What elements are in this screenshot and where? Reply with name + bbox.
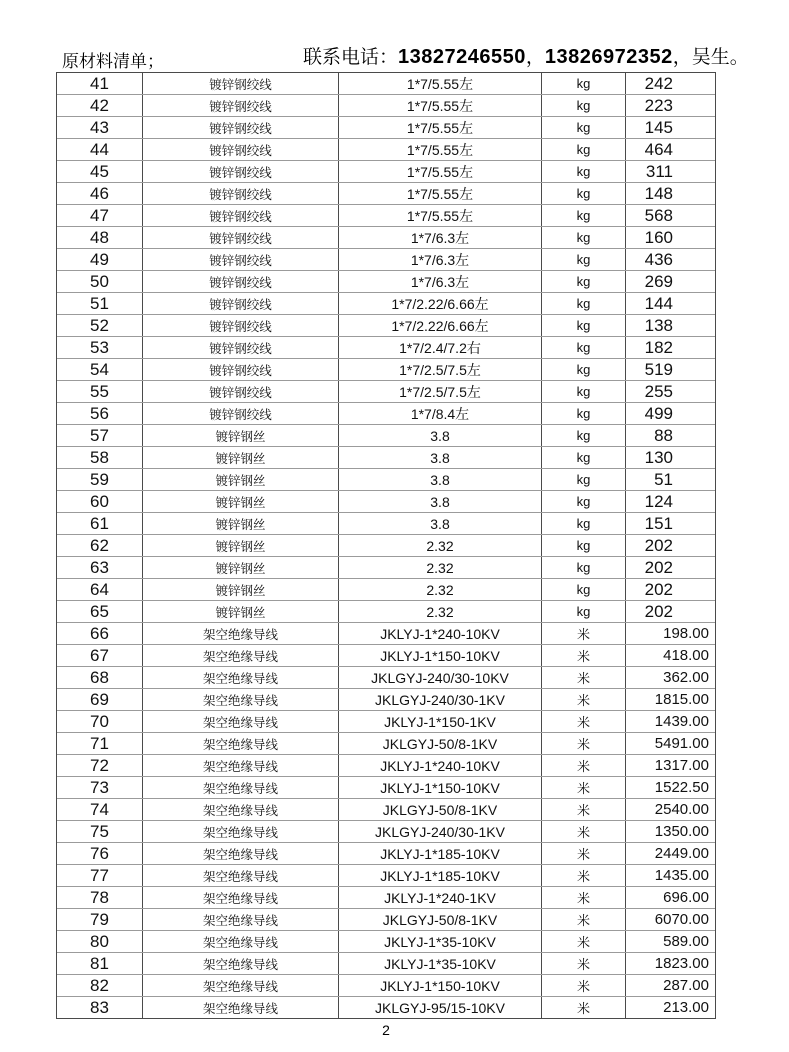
row-number-cell: 52 <box>57 315 143 336</box>
table-row <box>57 689 715 711</box>
spec-cell: 1*7/8.4左 <box>339 403 542 424</box>
material-name-cell: 镀锌钢丝 <box>143 513 339 534</box>
spec-cell: JKLGYJ-240/30-1KV <box>339 689 542 710</box>
unit-cell: kg <box>542 601 626 622</box>
quantity-cell: 182 <box>644 337 673 357</box>
table-row <box>57 887 715 909</box>
spec-cell: JKLYJ-1*185-10KV <box>339 865 542 886</box>
material-name-cell: 架空绝缘导线 <box>143 623 339 644</box>
spec-cell: 1*7/2.4/7.2右 <box>339 337 542 358</box>
spec-cell: 3.8 <box>339 469 542 490</box>
spec-cell: 1*7/6.3左 <box>339 271 542 292</box>
row-number-cell: 72 <box>57 755 143 776</box>
unit-cell: kg <box>542 359 626 380</box>
unit-cell: 米 <box>542 997 626 1018</box>
material-name-cell: 架空绝缘导线 <box>143 689 339 710</box>
unit-cell: kg <box>542 117 626 138</box>
table-row <box>57 865 715 887</box>
spec-cell: JKLYJ-1*35-10KV <box>339 931 542 952</box>
material-name-cell: 架空绝缘导线 <box>143 887 339 908</box>
row-number-cell: 43 <box>57 117 143 138</box>
material-name-cell: 镀锌钢绞线 <box>143 183 339 204</box>
quantity-cell: 1522.50 <box>654 779 709 796</box>
quantity-cell: 6070.00 <box>654 911 709 928</box>
page-title: 原材料清单； <box>62 52 164 71</box>
phone-number-2: 13826972352 <box>544 46 673 68</box>
material-name-cell: 架空绝缘导线 <box>143 645 339 666</box>
row-number-cell: 42 <box>57 95 143 116</box>
spec-cell: 1*7/2.22/6.66左 <box>339 293 542 314</box>
material-name-cell: 镀锌钢绞线 <box>143 293 339 314</box>
material-name-cell: 镀锌钢绞线 <box>143 381 339 402</box>
material-name-cell: 架空绝缘导线 <box>143 953 339 974</box>
spec-cell: 2.32 <box>339 579 542 600</box>
unit-cell: 米 <box>542 909 626 930</box>
spec-cell: JKLGYJ-50/8-1KV <box>339 799 542 820</box>
row-number-cell: 57 <box>57 425 143 446</box>
quantity-cell: 144 <box>644 293 673 313</box>
table-row <box>57 799 715 821</box>
quantity-cell: 198.00 <box>663 625 709 642</box>
spec-cell: 1*7/5.55左 <box>339 73 542 94</box>
quantity-cell: 160 <box>644 227 673 247</box>
unit-cell: kg <box>542 403 626 424</box>
material-name-cell: 镀锌钢丝 <box>143 557 339 578</box>
unit-cell: 米 <box>542 887 626 908</box>
unit-cell: 米 <box>542 953 626 974</box>
unit-cell: kg <box>542 139 626 160</box>
material-name-cell: 镀锌钢丝 <box>143 469 339 490</box>
spec-cell: 1*7/2.22/6.66左 <box>339 315 542 336</box>
unit-cell: kg <box>542 557 626 578</box>
contact-person: ，吴生。 <box>672 47 749 68</box>
row-number-cell: 46 <box>57 183 143 204</box>
quantity-cell: 202 <box>644 535 673 555</box>
quantity-cell: 464 <box>644 139 673 159</box>
quantity-cell: 51 <box>654 469 673 489</box>
quantity-cell: 499 <box>644 403 673 423</box>
table-row <box>57 293 715 315</box>
row-number-cell: 74 <box>57 799 143 820</box>
unit-cell: 米 <box>542 799 626 820</box>
spec-cell: 1*7/5.55左 <box>339 183 542 204</box>
unit-cell: 米 <box>542 645 626 666</box>
quantity-cell: 138 <box>644 315 673 335</box>
material-name-cell: 架空绝缘导线 <box>143 865 339 886</box>
material-name-cell: 镀锌钢绞线 <box>143 161 339 182</box>
table-row <box>57 447 715 469</box>
material-name-cell: 镀锌钢绞线 <box>143 359 339 380</box>
spec-cell: 1*7/5.55左 <box>339 95 542 116</box>
row-number-cell: 50 <box>57 271 143 292</box>
unit-cell: 米 <box>542 843 626 864</box>
material-name-cell: 架空绝缘导线 <box>143 777 339 798</box>
material-name-cell: 镀锌钢绞线 <box>143 271 339 292</box>
row-number-cell: 71 <box>57 733 143 754</box>
material-name-cell: 架空绝缘导线 <box>143 975 339 996</box>
row-number-cell: 41 <box>57 73 143 94</box>
spec-cell: JKLYJ-1*150-1KV <box>339 711 542 732</box>
row-number-cell: 68 <box>57 667 143 688</box>
quantity-cell: 223 <box>644 95 673 115</box>
material-name-cell: 镀锌钢丝 <box>143 447 339 468</box>
table-row <box>57 711 715 733</box>
row-number-cell: 48 <box>57 227 143 248</box>
quantity-cell: 1435.00 <box>654 867 709 884</box>
spec-cell: 3.8 <box>339 425 542 446</box>
material-name-cell: 镀锌钢绞线 <box>143 117 339 138</box>
table-row <box>57 579 715 601</box>
material-name-cell: 架空绝缘导线 <box>143 909 339 930</box>
unit-cell: kg <box>542 183 626 204</box>
spec-cell: 3.8 <box>339 447 542 468</box>
unit-cell: 米 <box>542 689 626 710</box>
unit-cell: 米 <box>542 865 626 886</box>
unit-cell: kg <box>542 293 626 314</box>
material-name-cell: 架空绝缘导线 <box>143 733 339 754</box>
table-row <box>57 117 715 139</box>
table-row <box>57 425 715 447</box>
quantity-cell: 287.00 <box>663 977 709 994</box>
quantity-cell: 202 <box>644 579 673 599</box>
table-row <box>57 469 715 491</box>
unit-cell: kg <box>542 73 626 94</box>
unit-cell: kg <box>542 425 626 446</box>
quantity-cell: 202 <box>644 601 673 621</box>
table-row <box>57 337 715 359</box>
material-name-cell: 架空绝缘导线 <box>143 997 339 1018</box>
quantity-cell: 213.00 <box>663 999 709 1016</box>
quantity-cell: 311 <box>645 161 673 181</box>
table-row <box>57 843 715 865</box>
material-name-cell: 镀锌钢丝 <box>143 579 339 600</box>
quantity-cell: 418.00 <box>663 647 709 664</box>
spec-cell: JKLYJ-1*240-10KV <box>339 623 542 644</box>
material-name-cell: 镀锌钢绞线 <box>143 205 339 226</box>
unit-cell: kg <box>542 227 626 248</box>
unit-cell: 米 <box>542 733 626 754</box>
table-row <box>57 755 715 777</box>
row-number-cell: 63 <box>57 557 143 578</box>
table-row <box>57 139 715 161</box>
table-row <box>57 359 715 381</box>
unit-cell: kg <box>542 249 626 270</box>
row-number-cell: 76 <box>57 843 143 864</box>
material-name-cell: 镀锌钢绞线 <box>143 337 339 358</box>
unit-cell: kg <box>542 315 626 336</box>
row-number-cell: 73 <box>57 777 143 798</box>
row-number-cell: 65 <box>57 601 143 622</box>
row-number-cell: 49 <box>57 249 143 270</box>
unit-cell: kg <box>542 205 626 226</box>
table-row <box>57 953 715 975</box>
quantity-cell: 242 <box>644 73 673 93</box>
row-number-cell: 77 <box>57 865 143 886</box>
row-number-cell: 69 <box>57 689 143 710</box>
spec-cell: JKLGYJ-240/30-10KV <box>339 667 542 688</box>
spec-cell: 3.8 <box>339 513 542 534</box>
material-name-cell: 架空绝缘导线 <box>143 799 339 820</box>
spec-cell: JKLGYJ-50/8-1KV <box>339 909 542 930</box>
row-number-cell: 45 <box>57 161 143 182</box>
quantity-cell: 151 <box>644 513 673 533</box>
unit-cell: kg <box>542 469 626 490</box>
row-number-cell: 79 <box>57 909 143 930</box>
quantity-cell: 1815.00 <box>654 691 709 708</box>
material-name-cell: 镀锌钢绞线 <box>143 315 339 336</box>
spec-cell: JKLGYJ-95/15-10KV <box>339 997 542 1018</box>
table-row <box>57 931 715 953</box>
unit-cell: 米 <box>542 777 626 798</box>
material-name-cell: 镀锌钢绞线 <box>143 73 339 94</box>
material-name-cell: 镀锌钢绞线 <box>143 227 339 248</box>
spec-cell: JKLYJ-1*240-1KV <box>339 887 542 908</box>
unit-cell: kg <box>542 271 626 292</box>
material-name-cell: 镀锌钢丝 <box>143 601 339 622</box>
quantity-cell: 88 <box>654 425 673 445</box>
table-row <box>57 227 715 249</box>
table-row <box>57 601 715 623</box>
material-name-cell: 架空绝缘导线 <box>143 843 339 864</box>
quantity-cell: 202 <box>644 557 673 577</box>
row-number-cell: 55 <box>57 381 143 402</box>
unit-cell: kg <box>542 381 626 402</box>
spec-cell: 2.32 <box>339 601 542 622</box>
material-name-cell: 架空绝缘导线 <box>143 821 339 842</box>
quantity-cell: 1823.00 <box>654 955 709 972</box>
row-number-cell: 83 <box>57 997 143 1018</box>
row-number-cell: 75 <box>57 821 143 842</box>
material-name-cell: 架空绝缘导线 <box>143 755 339 776</box>
unit-cell: kg <box>542 491 626 512</box>
table-row <box>57 535 715 557</box>
spec-cell: 1*7/5.55左 <box>339 139 542 160</box>
row-number-cell: 81 <box>57 953 143 974</box>
spec-cell: 1*7/5.55左 <box>339 117 542 138</box>
row-number-cell: 56 <box>57 403 143 424</box>
unit-cell: 米 <box>542 755 626 776</box>
table-row <box>57 205 715 227</box>
table-row <box>57 975 715 997</box>
quantity-cell: 1350.00 <box>654 823 709 840</box>
unit-cell: kg <box>542 95 626 116</box>
spec-cell: 2.32 <box>339 535 542 556</box>
unit-cell: kg <box>542 337 626 358</box>
spec-cell: JKLYJ-1*150-10KV <box>339 645 542 666</box>
spec-cell: JKLYJ-1*150-10KV <box>339 777 542 798</box>
row-number-cell: 80 <box>57 931 143 952</box>
quantity-cell: 130 <box>644 447 673 467</box>
quantity-cell: 2540.00 <box>654 801 709 818</box>
table-row <box>57 513 715 535</box>
quantity-cell: 436 <box>644 249 673 269</box>
quantity-cell: 255 <box>644 381 673 401</box>
spec-cell: 1*7/2.5/7.5左 <box>339 381 542 402</box>
row-number-cell: 58 <box>57 447 143 468</box>
spec-cell: 1*7/5.55左 <box>339 161 542 182</box>
contact-label: 联系电话： <box>303 47 399 68</box>
spec-cell: 1*7/6.3左 <box>339 249 542 270</box>
material-name-cell: 镀锌钢绞线 <box>143 139 339 160</box>
quantity-cell: 589.00 <box>663 933 709 950</box>
row-number-cell: 51 <box>57 293 143 314</box>
quantity-cell: 568 <box>644 205 673 225</box>
material-name-cell: 镀锌钢丝 <box>143 491 339 512</box>
material-name-cell: 镀锌钢绞线 <box>143 249 339 270</box>
row-number-cell: 60 <box>57 491 143 512</box>
phone-separator: ， <box>525 47 545 68</box>
spec-cell: 1*7/2.5/7.5左 <box>339 359 542 380</box>
contact-line <box>303 42 749 69</box>
spec-cell: JKLYJ-1*35-10KV <box>339 953 542 974</box>
quantity-cell: 269 <box>644 271 673 291</box>
material-name-cell: 镀锌钢绞线 <box>143 403 339 424</box>
table-row <box>57 909 715 931</box>
spec-cell: 3.8 <box>339 491 542 512</box>
table-row <box>57 997 715 1018</box>
table-row <box>57 271 715 293</box>
row-number-cell: 61 <box>57 513 143 534</box>
table-row <box>57 777 715 799</box>
row-number-cell: 62 <box>57 535 143 556</box>
phone-number-1: 13827246550 <box>398 46 526 68</box>
spec-cell: JKLYJ-1*150-10KV <box>339 975 542 996</box>
page-number: 2 <box>382 1022 390 1038</box>
table-row <box>57 95 715 117</box>
table-row <box>57 821 715 843</box>
table-row <box>57 491 715 513</box>
quantity-cell: 696.00 <box>663 889 709 906</box>
material-name-cell: 镀锌钢绞线 <box>143 95 339 116</box>
unit-cell: kg <box>542 535 626 556</box>
table-row <box>57 249 715 271</box>
unit-cell: 米 <box>542 711 626 732</box>
row-number-cell: 78 <box>57 887 143 908</box>
material-name-cell: 架空绝缘导线 <box>143 711 339 732</box>
table-row <box>57 645 715 667</box>
row-number-cell: 67 <box>57 645 143 666</box>
table-row <box>57 623 715 645</box>
unit-cell: 米 <box>542 623 626 644</box>
row-number-cell: 53 <box>57 337 143 358</box>
quantity-cell: 1439.00 <box>654 713 709 730</box>
material-name-cell: 架空绝缘导线 <box>143 931 339 952</box>
table-row <box>57 161 715 183</box>
unit-cell: kg <box>542 513 626 534</box>
quantity-cell: 5491.00 <box>654 735 709 752</box>
quantity-cell: 362.00 <box>663 669 709 686</box>
table-row <box>57 315 715 337</box>
table-row <box>57 381 715 403</box>
row-number-cell: 44 <box>57 139 143 160</box>
row-number-cell: 70 <box>57 711 143 732</box>
quantity-cell: 124 <box>644 491 673 511</box>
quantity-cell: 519 <box>644 359 673 379</box>
spec-cell: JKLGYJ-50/8-1KV <box>339 733 542 754</box>
spec-cell: JKLGYJ-240/30-1KV <box>339 821 542 842</box>
unit-cell: kg <box>542 447 626 468</box>
row-number-cell: 82 <box>57 975 143 996</box>
spec-cell: 1*7/6.3左 <box>339 227 542 248</box>
unit-cell: 米 <box>542 667 626 688</box>
quantity-cell: 148 <box>644 183 673 203</box>
materials-table <box>56 72 716 1019</box>
material-name-cell: 镀锌钢丝 <box>143 425 339 446</box>
quantity-cell: 2449.00 <box>654 845 709 862</box>
row-number-cell: 66 <box>57 623 143 644</box>
quantity-cell: 1317.00 <box>654 757 709 774</box>
unit-cell: kg <box>542 579 626 600</box>
spec-cell: 2.32 <box>339 557 542 578</box>
table-row <box>57 73 715 95</box>
quantity-cell: 145 <box>644 117 673 137</box>
row-number-cell: 59 <box>57 469 143 490</box>
table-row <box>57 733 715 755</box>
row-number-cell: 47 <box>57 205 143 226</box>
unit-cell: 米 <box>542 931 626 952</box>
row-number-cell: 64 <box>57 579 143 600</box>
table-row <box>57 667 715 689</box>
spec-cell: JKLYJ-1*240-10KV <box>339 755 542 776</box>
material-name-cell: 镀锌钢丝 <box>143 535 339 556</box>
unit-cell: 米 <box>542 821 626 842</box>
spec-cell: 1*7/5.55左 <box>339 205 542 226</box>
unit-cell: 米 <box>542 975 626 996</box>
table-row <box>57 403 715 425</box>
table-row <box>57 557 715 579</box>
unit-cell: kg <box>542 161 626 182</box>
material-name-cell: 架空绝缘导线 <box>143 667 339 688</box>
spec-cell: JKLYJ-1*185-10KV <box>339 843 542 864</box>
table-row <box>57 183 715 205</box>
row-number-cell: 54 <box>57 359 143 380</box>
